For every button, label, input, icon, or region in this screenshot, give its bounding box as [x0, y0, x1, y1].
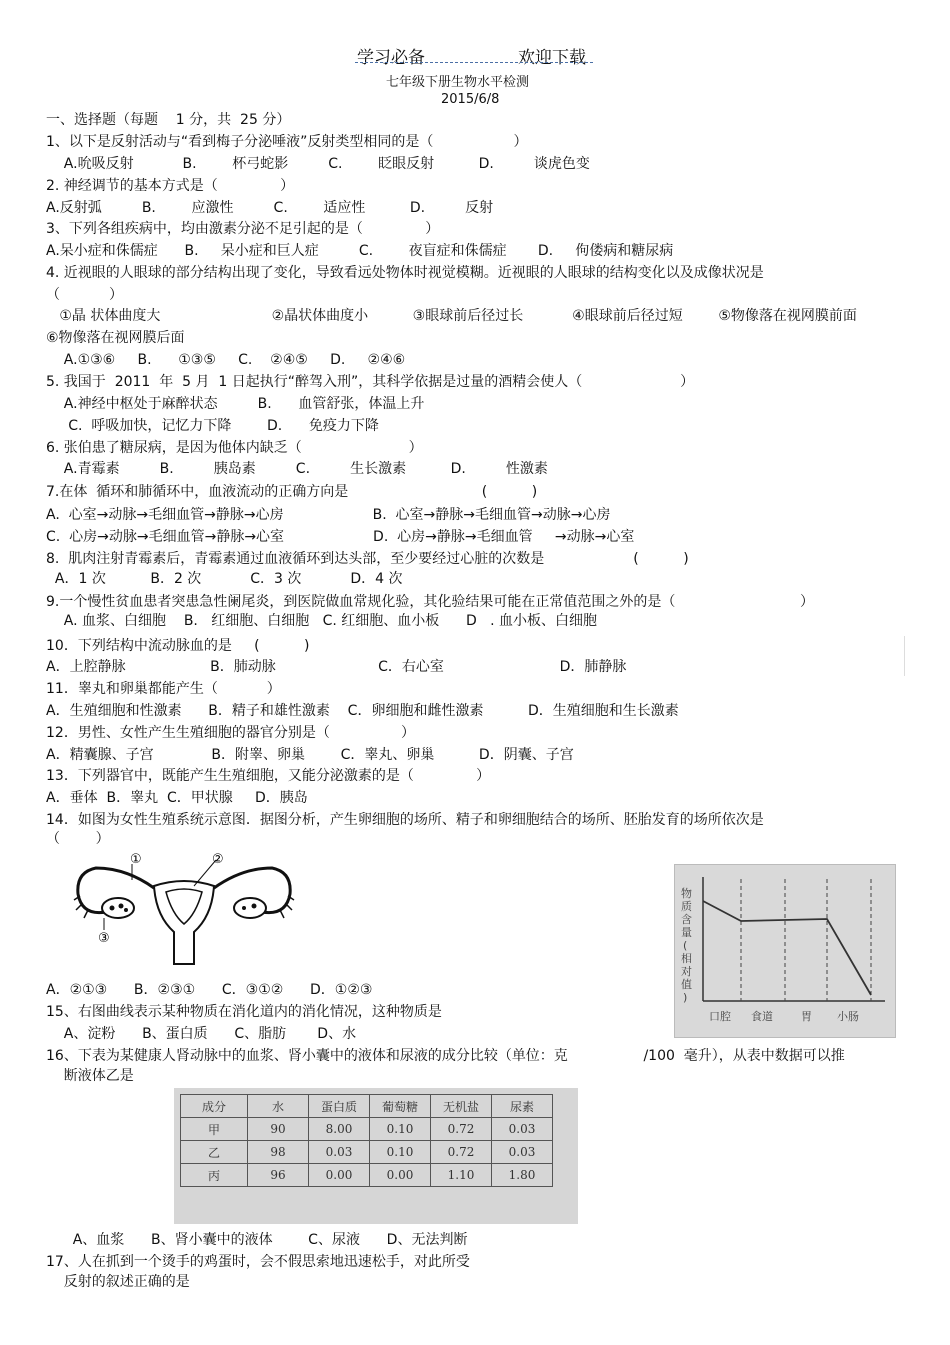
graph-ylabel-char: 值 [681, 978, 692, 991]
option-line: C. 心房→动脉→毛细血管→静脉→心室 D. 心房→静脉→毛细血管 →动脉→心室 [46, 529, 635, 545]
question-line: 6. 张伯患了糖尿病，是因为他体内缺乏（ ） [46, 440, 423, 456]
table-header-cell: 蛋白质 [309, 1095, 370, 1118]
question-line: 13．下列器官中，既能产生生殖细胞，又能分泌激素的是（ ） [46, 768, 491, 784]
composition-table [174, 1088, 578, 1224]
graph-ylabel-char: 含 [681, 913, 692, 926]
margin-mark [904, 636, 905, 676]
question-line: 10．下列结构中流动脉血的是 ( ) [46, 638, 310, 654]
option-line: A．垂体 B．睾丸 C．甲状腺 D．胰岛 [46, 790, 308, 806]
table-cell: 0.10 [370, 1118, 431, 1141]
table-row [181, 1141, 553, 1164]
table-row [181, 1118, 553, 1141]
graph-ylabel-char: 质 [681, 900, 692, 913]
question-line: 3、下列各组疾病中，均由激素分泌不足引起的是（ ） [46, 221, 440, 237]
question-line: 1、以下是反射活动与“看到梅子分泌唾液”反射类型相同的是（ ） [46, 134, 528, 150]
table-cell: 8.00 [309, 1118, 370, 1141]
table-cell: 1.80 [492, 1164, 553, 1187]
question-line: 12．男性、女性产生生殖细胞的器官分别是（ ） [46, 725, 416, 741]
graph-ylabel-char: 量 [681, 926, 692, 939]
graph-ylabel-char: ( [683, 939, 688, 952]
graph-xlabel: 食道 [751, 1010, 773, 1023]
graph-ylabel-char: 对 [681, 965, 692, 978]
option-line: A.青霉素 B. 胰岛素 C. 生长激素 D. 性激素 [46, 461, 548, 477]
question-line: 反射的叙述正确的是 [46, 1274, 190, 1290]
answer-blank: （ ） [46, 287, 123, 303]
table-cell: 0.03 [492, 1141, 553, 1164]
diagram-label-2: ② [212, 852, 224, 867]
option-line: A．1 次 B．2 次 C．3 次 D．4 次 [46, 571, 403, 587]
table-header-cell: 尿素 [492, 1095, 553, 1118]
option-line: A.神经中枢处于麻醉状态 B. 血管舒张，体温上升 [46, 396, 425, 412]
table-header-cell: 水 [248, 1095, 309, 1118]
table-cell: 90 [248, 1118, 309, 1141]
option-line: A．精囊腺、子宫 B．附睾、卵巢 C．睾丸、卵巢 D．阴囊、子宫 [46, 747, 574, 763]
table-cell: 甲 [181, 1118, 248, 1141]
option-line: A.反射弧 B. 应激性 C. 适应性 D. 反射 [46, 200, 494, 216]
section-heading: 一、选择题（每题 1 分，共 25 分） [46, 112, 291, 128]
digestion-graph [674, 864, 896, 1038]
header-right: 欢迎下载 [518, 48, 586, 68]
option-line: C. 呼吸加快，记忆力下降 D. 免疫力下降 [46, 418, 379, 434]
table-cell: 98 [248, 1141, 309, 1164]
question-line: 8. 肌肉注射青霉素后，青霉素通过血液循环到达头部，至少要经过心脏的次数是 ( ) [46, 551, 689, 567]
question-line: 断液体乙是 [46, 1068, 134, 1084]
header-left: 学习必备 [357, 48, 425, 68]
diagram-label-1: ① [130, 852, 142, 867]
exam-date: 2015/6/8 [441, 92, 500, 107]
graph-ylabel-char: ) [683, 991, 688, 1004]
graph-xlabel: 口腔 [709, 1010, 731, 1023]
question-line: 2. 神经调节的基本方式是（ ） [46, 178, 295, 194]
table-cell: 0.00 [370, 1164, 431, 1187]
option-line: A. 心室→动脉→毛细血管→静脉→心房 B. 心室→静脉→毛细血管→动脉→心房 [46, 507, 611, 523]
table-header-cell: 葡萄糖 [370, 1095, 431, 1118]
question-line: 15、右图曲线表示某种物质在消化道内的消化情况，这种物质是 [46, 1004, 442, 1020]
table-cell: 丙 [181, 1164, 248, 1187]
option-line: A．上腔静脉 B．肺动脉 C．右心室 D．肺静脉 [46, 659, 627, 675]
table-cell: 0.03 [309, 1141, 370, 1164]
page-title: 七年级下册生物水平检测 [386, 75, 530, 90]
question-line: 11．睾丸和卵巢都能产生（ ） [46, 681, 281, 697]
table-cell: 96 [248, 1164, 309, 1187]
option-line: A、血浆 B、肾小囊中的液体 C、尿液 D、无法判断 [46, 1232, 468, 1248]
table-header-cell: 无机盐 [431, 1095, 492, 1118]
option-line: A．②①③ B．②③① C．③①② D．①②③ [46, 982, 373, 998]
option-line: A．生殖细胞和性激素 B．精子和雄性激素 C．卵细胞和雌性激素 D．生殖细胞和生长激素 [46, 703, 679, 719]
table-header-cell: 成分 [181, 1095, 248, 1118]
graph-ylabel-char: 相 [681, 952, 692, 965]
option-line: A.①③⑥ B. ①③⑤ C. ②④⑤ D. ②④⑥ [46, 352, 406, 368]
option-line: A. 血浆、白细胞 B. 红细胞、白细胞 C. 红细胞、血小板 D . 血小板、白细胞 [46, 613, 597, 629]
table-cell: 0.00 [309, 1164, 370, 1187]
question-line: 4. 近视眼的人眼球的部分结构出现了变化，导致看远处物体时视觉模糊。近视眼的人眼球的结构变化以及成像状况是 [46, 265, 764, 281]
question-line: 17、人在抓到一个烫手的鸡蛋时，会不假思索地迅速松手，对此所受 [46, 1254, 470, 1270]
graph-xlabel: 小肠 [837, 1010, 859, 1023]
option-line: A.呆小症和侏儒症 B. 呆小症和巨人症 C. 夜盲症和侏儒症 D. 佝偻病和糖尿病 [46, 243, 674, 259]
answer-blank: （ ） [46, 831, 110, 847]
option-line: ⑥物像落在视网膜后面 [46, 330, 185, 346]
graph-ylabel-char: 物 [681, 887, 692, 900]
table-cell: 0.10 [370, 1141, 431, 1164]
table-header-row [181, 1095, 553, 1118]
table-cell: 乙 [181, 1141, 248, 1164]
question-line: 14．如图为女性生殖系统示意图．据图分析，产生卵细胞的场所、精子和卵细胞结合的场所、胚胎发育的场所依次是 [46, 812, 764, 828]
diagram-label-3: ③ [98, 931, 110, 946]
graph-xlabel: 胃 [801, 1010, 812, 1023]
question-line: 5. 我国于 2011 年 5 月 1 日起执行“醉驾入刑”，其科学依据是过量的酒精会使人（ ） [46, 374, 695, 390]
option-line: A.吮吸反射 B. 杯弓蛇影 C. 眨眼反射 D. 谈虎色变 [46, 156, 590, 172]
reproductive-diagram [66, 846, 302, 974]
table-cell: 0.03 [492, 1118, 553, 1141]
option-line: A、淀粉 B、蛋白质 C、脂肪 D、水 [46, 1026, 357, 1042]
table-cell: 0.72 [431, 1118, 492, 1141]
question-line: 16、下表为某健康人肾动脉中的血浆、肾小囊中的液体和尿液的成分比较（单位：克 /100 毫升），从表中数据可以推 [46, 1048, 845, 1064]
table-row [181, 1164, 553, 1187]
question-line: 9.一个慢性贫血患者突患急性阑尾炎，到医院做血常规化验，其化验结果可能在正常值范围之外的是（ ） [46, 594, 814, 610]
table-cell: 1.10 [431, 1164, 492, 1187]
table-cell: 0.72 [431, 1141, 492, 1164]
option-line: ①晶 状体曲度大 ②晶状体曲度小 ③眼球前后径过长 ④眼球前后径过短 ⑤物像落在视网膜前面 [46, 308, 857, 324]
header-rule [355, 62, 593, 63]
question-line: 7.在体 循环和肺循环中，血液流动的正确方向是 ( ) [46, 484, 538, 500]
